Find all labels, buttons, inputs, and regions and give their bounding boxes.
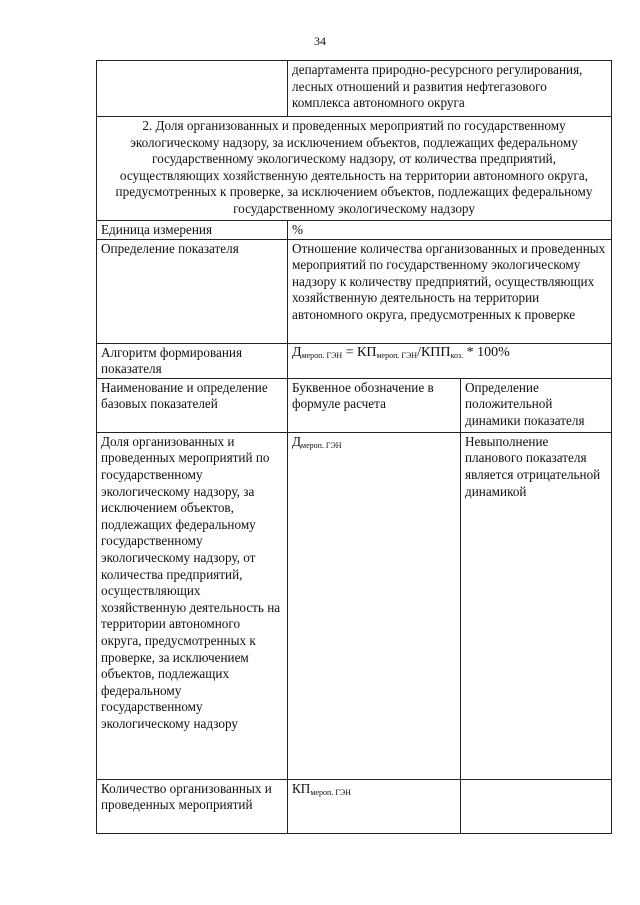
base-header-symbol: Буквенное обозначение в формуле расчета [288, 378, 461, 432]
base-row-symbol-sub: мероп. ГЭН [301, 440, 342, 450]
indicator-table [96, 60, 612, 834]
indicator-title-row [97, 117, 612, 221]
indicator-title: 2. Доля организованных и проведенных мероприятий по государственному экологическому надзору, за исключением объектов, подлежащих федеральному государственному экологическому надзору, от количества предприятий, осуществляющих хозяйственную деятельность на территории автономного округа, предусмотренных к проверке, за исключением объектов, подлежащих федеральному государственному экологическому надзору [97, 117, 612, 221]
continuation-empty-cell [97, 61, 288, 117]
algorithm-label: Алгоритм формирования показателя [97, 343, 288, 378]
base-row-symbol [288, 779, 461, 833]
formula-kpp-sub: коз. [450, 350, 464, 360]
table-row [97, 779, 612, 833]
formula-tail: * 100% [463, 344, 510, 360]
continuation-row [97, 61, 612, 117]
base-header-name: Наименование и определение базовых показателей [97, 378, 288, 432]
page-number: 34 [314, 34, 326, 48]
base-row-name: Доля организованных и проведенных мероприятий по государственному экологическому надзору, за исключением объектов, подлежащих федеральному государственному экологическому надзору, от количества предприятий, осуществляющих хозяйственную деятельность на территории автономного округа, предусмотренных к проверке, за исключением объектов, подлежащих федеральному государственному экологическому надзору [97, 432, 288, 779]
base-row-symbol-sub: мероп. ГЭН [310, 787, 351, 797]
base-row-dynamics: Невыполнение планового показателя является отрицательной динамикой [461, 432, 612, 779]
unit-value: % [288, 221, 612, 240]
formula-kp-sub: мероп. ГЭН [376, 350, 418, 360]
continuation-text: департамента природно-ресурсного регулирования, лесных отношений и развития нефтегазового комплекса автономного округа [288, 61, 612, 117]
formula-lhs-sub: мероп. ГЭН [301, 350, 343, 360]
algorithm-formula [288, 343, 612, 378]
base-row-symbol-main: Д [292, 433, 301, 449]
definition-row [97, 239, 612, 343]
base-row-symbol-main: КП [292, 780, 311, 796]
formula-div: /КПП [417, 344, 451, 360]
algorithm-row [97, 343, 612, 378]
definition-label: Определение показателя [97, 239, 288, 343]
unit-label: Единица измерения [97, 221, 288, 240]
formula-eq: = КП [342, 344, 377, 360]
base-row-name: Количество организованных и проведенных мероприятий [97, 779, 288, 833]
definition-value: Отношение количества организованных и проведенных мероприятий по государственному экологическому надзору к количеству предприятий, осуществляющих хозяйственную деятельность на территории автономного округа, предусмотренных к проверке [288, 239, 612, 343]
base-header-dynamics: Определение положительной динамики показателя [461, 378, 612, 432]
unit-row [97, 221, 612, 240]
table-row [97, 432, 612, 779]
base-header-row [97, 378, 612, 432]
base-row-dynamics [461, 779, 612, 833]
formula-lhs: Д [292, 344, 302, 360]
base-row-symbol [288, 432, 461, 779]
